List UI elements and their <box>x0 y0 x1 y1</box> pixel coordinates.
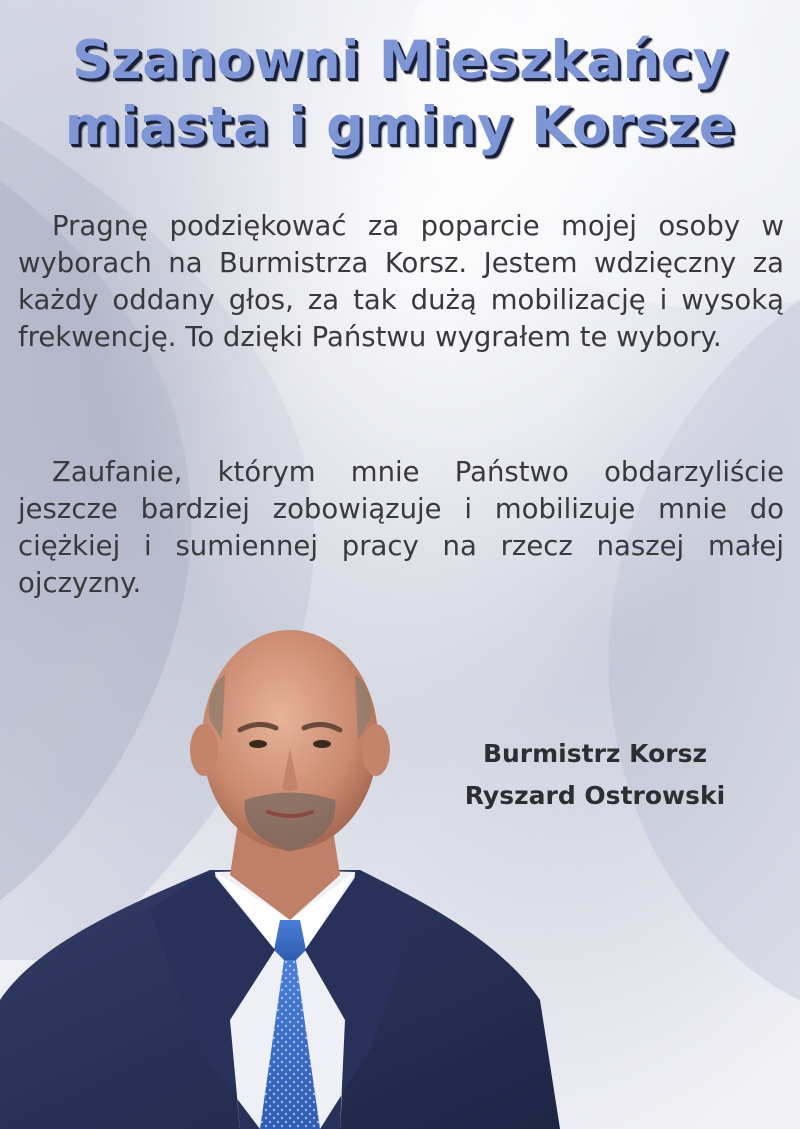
paragraph-trust: Zaufanie, którym mnie Państwo obdarzyliście jeszcze bardziej zobowiązuje i mobilizuje mnie do ciężkiej i sumiennej pracy na rzecz naszej małej ojczyzny. <box>18 456 784 599</box>
mayor-portrait <box>0 620 560 1129</box>
signature-title: Burmistrz Korsz <box>482 739 708 768</box>
headline <box>0 28 800 160</box>
paragraph-thanks: Pragnę podziękować za poparcie mojej osoby w wyborach na Burmistrza Korsz. Jestem wdzięczny za każdy oddany głos, za tak dużą mobilizację i wysoką frekwencję. To dzięki Państwu wygrałem te wybory. <box>18 210 784 353</box>
signature-block <box>430 733 760 817</box>
signature-name: Ryszard Ostrowski <box>464 781 726 810</box>
headline-line-1: Szanowni Mieszkańcy <box>72 30 728 91</box>
headline-line-2: miasta i gminy Korsze <box>64 96 736 157</box>
